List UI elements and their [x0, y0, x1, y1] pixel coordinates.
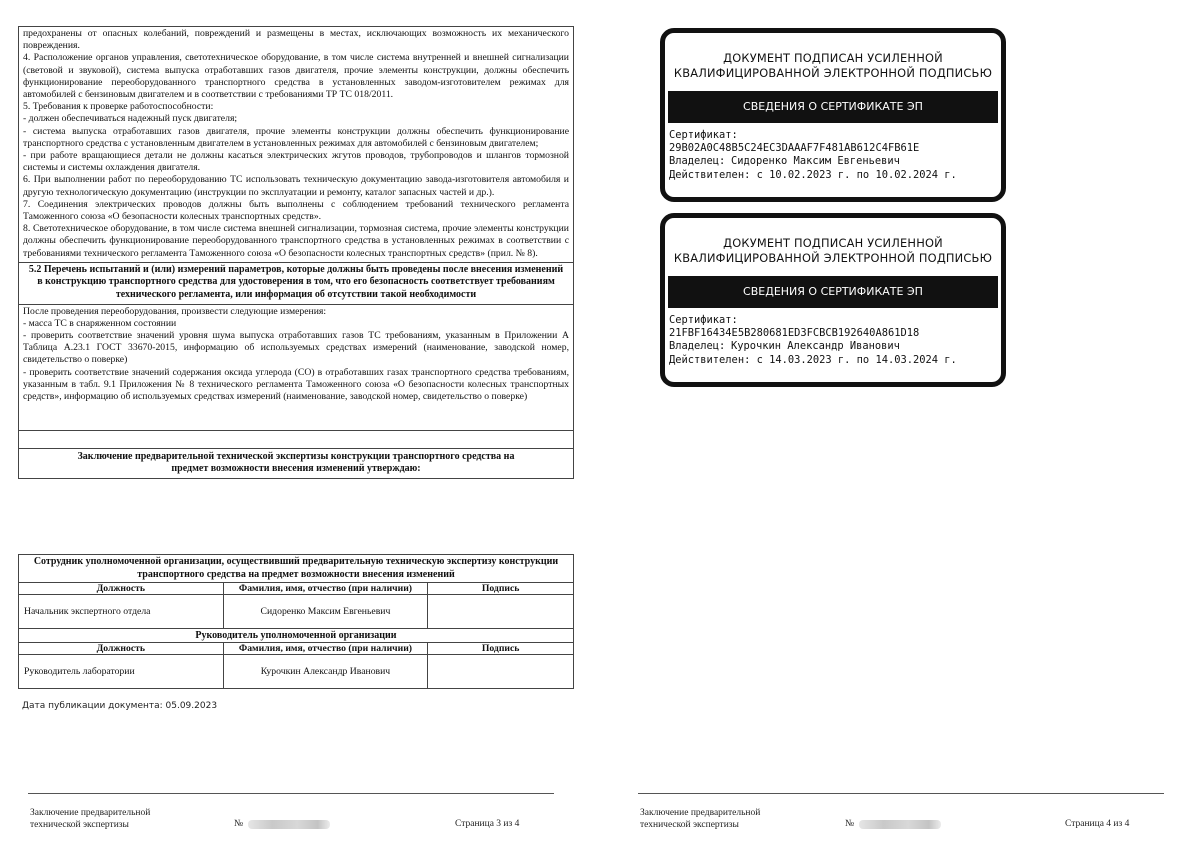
owner-name: Сидоренко Максим Евгеньевич	[731, 155, 900, 168]
employee-position: Начальник экспертного отдела	[19, 595, 224, 629]
footer-title-line: технической экспертизы	[640, 819, 739, 830]
requirement-paragraph: 4. Расположение органов управления, светотехническое оборудование, в том числе система внутренней и внешней сигнализации (световой и звуковой), система выпуска отработавших газов двигателя, прочие элементы конструкции, должны обеспечить функционирование переоборудованного транспортного средства в установленных заводом-изготовителем режимах для автомобилей с бензиновым двигателем и в соответствии с требованиями ТР ТС 018/2011.	[23, 52, 569, 101]
validity-period: Действителен: с 14.03.2023 г. по 14.03.2024 г.	[669, 353, 957, 366]
empty-row	[19, 430, 573, 448]
footer-page-number: Страница 3 из 4	[455, 819, 520, 829]
certificate-info	[665, 123, 1001, 186]
requirement-paragraph: - должен обеспечиваться надежный пуск двигателя;	[23, 113, 238, 125]
footer-title-line: Заключение предварительной	[640, 808, 761, 818]
stamp-title	[665, 51, 1001, 81]
conclusion-heading: Заключение предварительной технической экспертизы конструкции транспортного средства на предмет возможности внесения изменений утверждаю:	[19, 448, 573, 478]
employee-signature-cell	[428, 595, 574, 629]
owner-row	[669, 155, 993, 168]
e-signature-stamp	[660, 28, 1006, 202]
head-section-header: Руководитель уполномоченной организации	[19, 629, 574, 643]
stamp-title-line: ДОКУМЕНТ ПОДПИСАН УСИЛЕННОЙ	[723, 51, 943, 65]
owner-name: Курочкин Александр Иванович	[731, 340, 900, 353]
column-header-position: Должность	[19, 583, 224, 595]
requirements-cell	[19, 27, 573, 262]
footer-title-line: технической экспертизы	[30, 819, 129, 830]
column-header-name: Фамилия, имя, отчество (при наличии)	[223, 583, 428, 595]
certificate-id: 29B02A0C48B5C24EC3DAAAF7F481AB612C4FB61E	[669, 142, 920, 155]
stamp-title-line: КВАЛИФИЦИРОВАННОЙ ЭЛЕКТРОННОЙ ПОДПИСЬЮ	[673, 251, 993, 265]
footer-divider	[28, 793, 554, 794]
certificate-info	[665, 308, 1001, 371]
head-signature-cell	[428, 655, 574, 689]
redacted-number	[859, 820, 941, 829]
validity-period: Действителен: с 10.02.2023 г. по 10.02.2024 г.	[669, 168, 957, 181]
requirement-paragraph: 6. При выполнении работ по переоборудованию ТС использовать техническую документацию завода-изготовителя автомобиля и другую технологическую документацию (инструкции по эксплуатации и ремонту, каталог запасных частей и др.).	[23, 174, 569, 198]
column-header-position: Должность	[19, 643, 224, 655]
requirement-paragraph: 8. Светотехническое оборудование, в том числе система внешней сигнализации, тормозная система, прочие элементы конструкции должны обеспечить функционирование переоборудованного транспортного средства в установленных режимах в соответствии с требованиями технического регламента Таможенного союза «О безопасности колесных транспортных средств» (прил. № 8).	[23, 223, 569, 259]
certificate-label: Сертификат:	[669, 314, 738, 326]
footer-divider	[638, 793, 1164, 794]
certificate-label: Сертификат:	[669, 129, 738, 141]
footer-title-line: Заключение предварительной	[30, 808, 151, 818]
measurement-item: - проверить соответствие значений содержания оксида углерода (СО) в отработавших газах транспортного средства требованиям, указанным в табл. 9.1 Приложения № 8 технического регламента Таможенного союза «О безопасности колесных транспортных средств», информацию об используемых средствах измерений (наименование, заводской номер, свидетельство о поверке)	[23, 366, 569, 403]
publication-date: Дата публикации документа: 05.09.2023	[22, 701, 218, 711]
footer-doc-title	[30, 808, 150, 831]
owner-label: Владелец:	[669, 340, 726, 353]
column-header-signature: Подпись	[428, 583, 574, 595]
column-header-name: Фамилия, имя, отчество (при наличии)	[223, 643, 428, 655]
table-row	[19, 595, 574, 629]
certificate-info-bar: СВЕДЕНИЯ О СЕРТИФИКАТЕ ЭП	[668, 276, 998, 308]
stamp-title	[665, 236, 1001, 266]
stamp-title-line: КВАЛИФИЦИРОВАННОЙ ЭЛЕКТРОННОЙ ПОДПИСЬЮ	[673, 66, 993, 80]
stamp-title-line: ДОКУМЕНТ ПОДПИСАН УСИЛЕННОЙ	[723, 236, 943, 250]
requirement-paragraph: 7. Соединения электрических проводов должны быть выполнены с соблюдением требований технического регламента Таможенного союза «О безопасности колесных транспортных средств».	[23, 198, 569, 223]
redacted-number	[248, 820, 330, 829]
requirement-paragraph: 5. Требования к проверке работоспособности:	[23, 101, 214, 113]
section-5-2-heading: 5.2 Перечень испытаний и (или) измерений параметров, которые должны быть проведены после внесения изменений в конструкцию транспортного средства для удостоверения в том, что его безопасность соответствует требованиям технического регламента, или информация об отсутствии такой необходимости	[19, 262, 573, 304]
footer-doc-title	[640, 808, 760, 831]
owner-label: Владелец:	[669, 155, 726, 168]
requirement-paragraph: - система выпуска отработавших газов двигателя, прочие элементы конструкции должны обеспечить функционирование транспортного средства с установленным двигателем в установленных режимах для автомобилей с бензиновым двигателем;	[23, 125, 569, 149]
column-header-signature: Подпись	[428, 643, 574, 655]
head-position: Руководитель лаборатории	[19, 655, 224, 689]
table-row	[19, 655, 574, 689]
head-name: Курочкин Александр Иванович	[223, 655, 428, 689]
employee-section-header: Сотрудник уполномоченной организации, осуществивший предварительную техническую экспертизу конструкции транспортного средства на предмет возможности внесения изменений	[19, 555, 574, 583]
certificate-info-bar: СВЕДЕНИЯ О СЕРТИФИКАТЕ ЭП	[668, 91, 998, 123]
requirement-paragraph: - при работе вращающиеся детали не должны касаться электрических жгутов проводов, трубопроводов и шлангов тормозной системы и системы охлаждения двигателя.	[23, 150, 569, 174]
owner-row	[669, 340, 993, 353]
staff-table	[18, 554, 574, 689]
certificate-id: 21FBF16434E5B280681ED3FCBCB192640A861D18	[669, 327, 920, 340]
requirement-paragraph: предохранены от опасных колебаний, повреждений и размещены в местах, исключающих возможность их механического повреждения.	[23, 28, 569, 52]
measurement-item: После проведения переоборудования, произвести следующие измерения:	[23, 305, 327, 317]
e-signature-stamp	[660, 213, 1006, 387]
measurement-item: - масса ТС в снаряженном состоянии	[23, 317, 177, 329]
measurements-cell	[19, 304, 573, 430]
footer-number-label: №	[845, 819, 855, 829]
employee-name: Сидоренко Максим Евгеньевич	[223, 595, 428, 629]
technical-requirements-table	[18, 26, 574, 479]
footer-page-number: Страница 4 из 4	[1065, 819, 1130, 829]
footer-number-label: №	[234, 819, 244, 829]
measurement-item: - проверить соответствие значений уровня шума выпуска отработавших газов ТС требованиям, указанным в Приложении А Таблица А.23.1 ГОСТ 33670-2015, информацию об используемых средствах измерений (наименование, заводской номер, свидетельство о поверке)	[23, 330, 569, 366]
